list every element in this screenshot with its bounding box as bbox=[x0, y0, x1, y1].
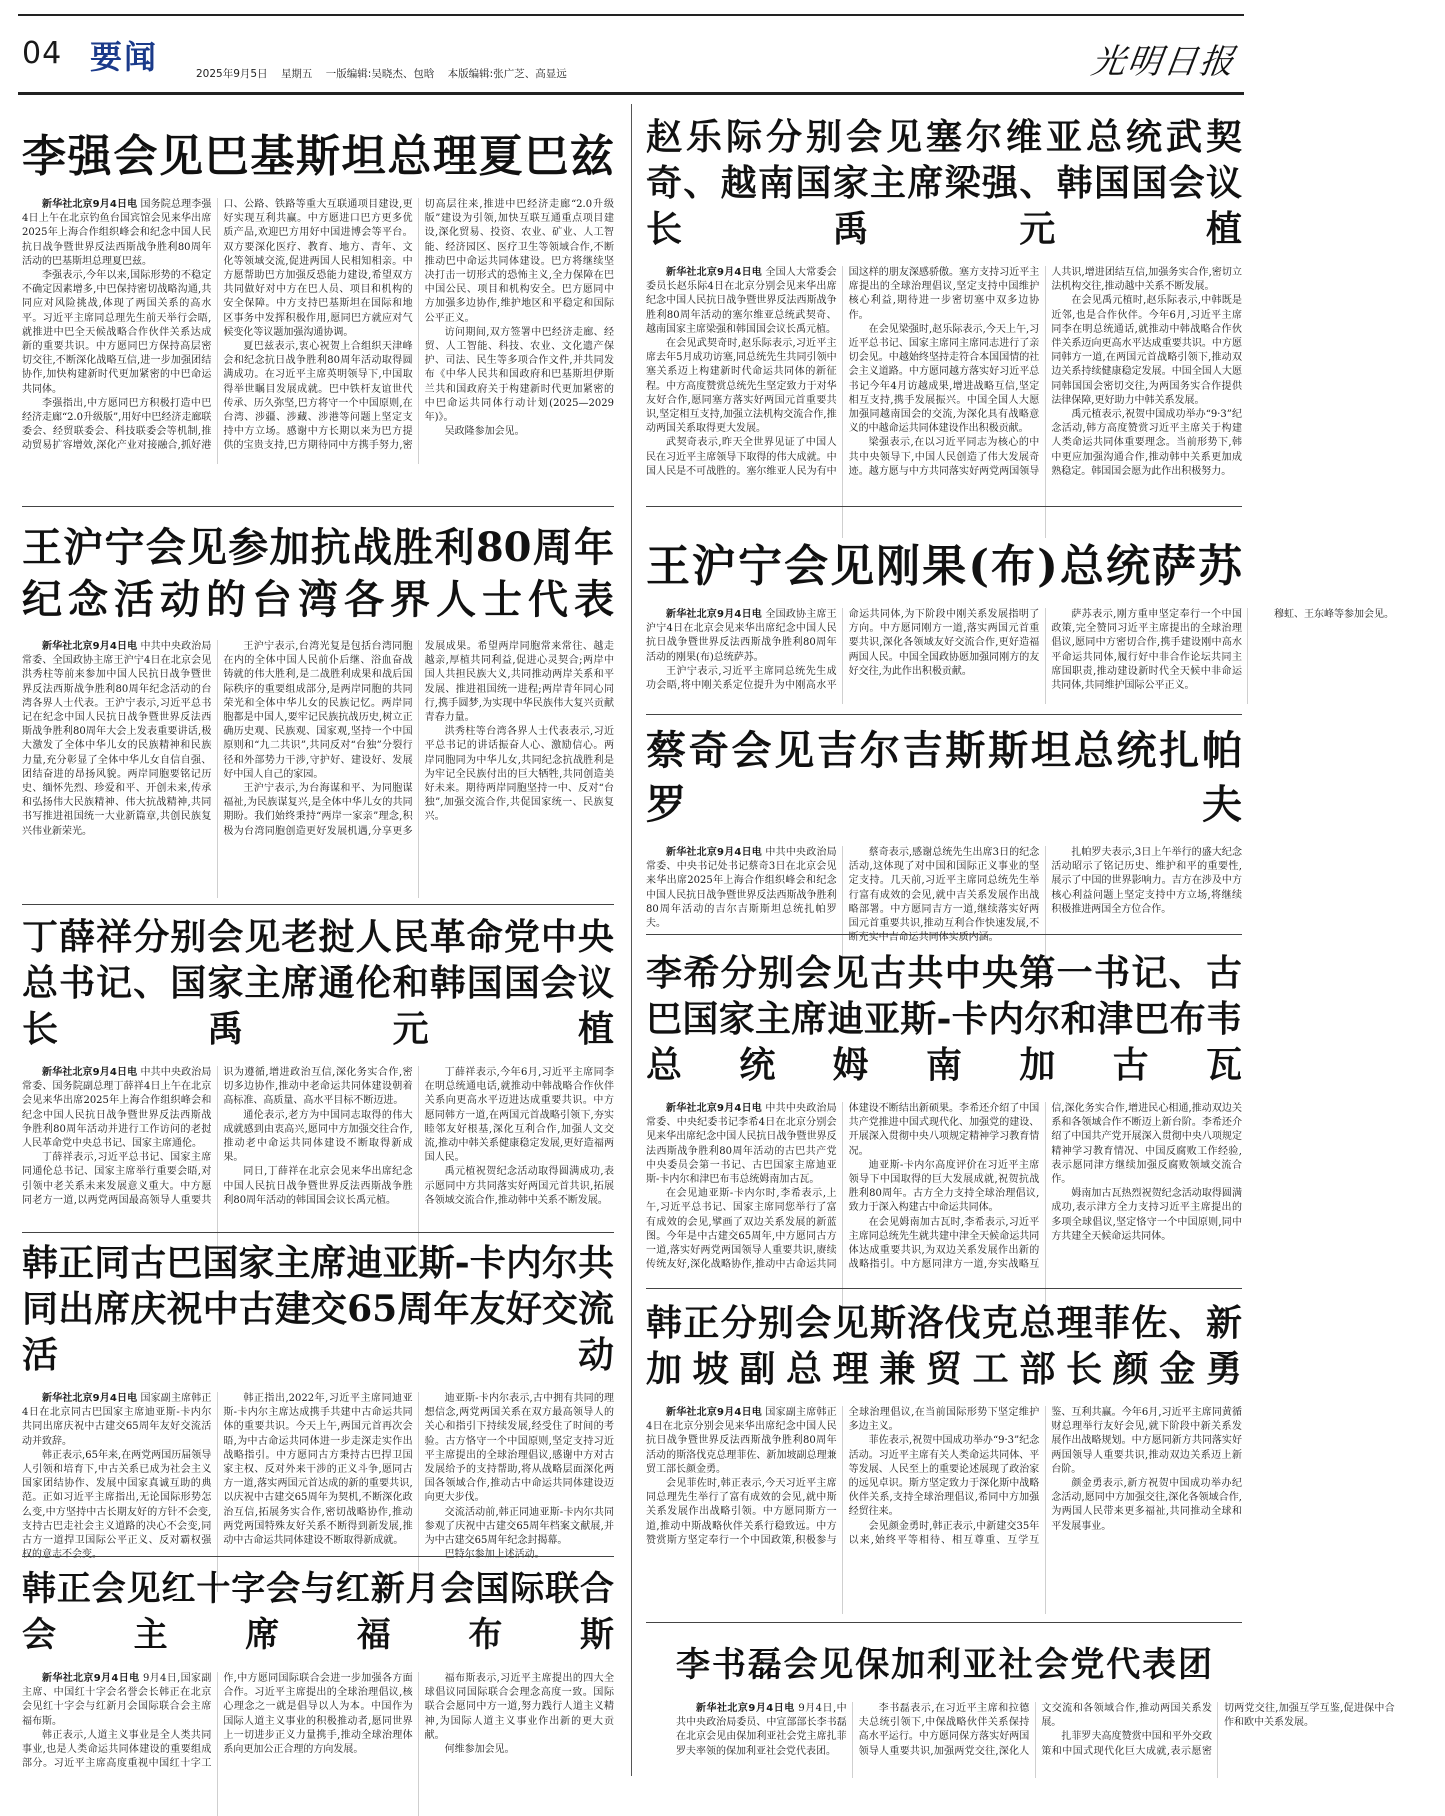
divider bbox=[646, 1622, 1242, 1623]
article-body bbox=[22, 640, 614, 898]
paragraph: 洪秀柱等台湾各界人士代表表示,习近平总书记的讲话振奋人心、激励信心。两岸同胞同为中华儿女,共同纪念抗战胜利是为牢记全民族付出的巨大牺牲,共同创造美好未来。期待两岸同胞坚持一中、反对“台独”,加强交流合作,共促国家统一、民族复兴。 bbox=[424, 726, 614, 823]
paragraph: 全国人大常委会委员长赵乐际4日在北京分别会见来华出席纪念中国人民抗日战争暨世界反法西斯战争胜利80周年活动的塞尔维亚总统武契奇、越南国家主席梁强和韩国国会议长禹元植。 bbox=[646, 267, 837, 335]
paragraph: 会见菲佐时,韩正表示,今天习近平主席同总理先生举行了富有成效的会见,就中斯关系发展作出战略引领。中方愿同斯方一道,推动中斯战略伙伴关系行稳致远。中方赞赏斯方坚定奉行一个中国政策,积极参与全球治理倡议,在当前国际形势下坚定维护多边主义。 bbox=[646, 1407, 1040, 1546]
paragraph: 萨苏表示,刚方重申坚定奉行一个中国政策,完全赞同习近平主席提出的全球治理倡议,愿同中方密切合作,携手建设刚中高水平命运共同体,履行好中非合作论坛共同主席国职责,推动建设新时代全天候中非命运共同体,共同维护国际公平正义。 bbox=[1051, 609, 1242, 692]
paragraph: 中共中央政治局常委、全国政协主席王沪宁4日在北京会见洪秀柱等前来参加中国人民抗日战争暨世界反法西斯战争胜利80周年纪念活动的台湾各界人士代表。王沪宁表示,习近平总书记在纪念中国人民抗日战争暨世界反法西斯战争胜利80周年大会上发表重要讲话,极大激发了全体中华儿女的民族精神和民族力量,充分彰显了全体中华儿女自信自强、团结奋进的昂扬风貌。两岸同胞要铭记历史、缅怀先烈、珍爱和平、开创未来,传承和弘扬伟大民族精神、伟大抗战精神,共同书写推进祖国统一大业新篇章,共创民族复兴伟业新荣光。 bbox=[22, 641, 212, 837]
paragraph: 在会见迪亚斯-卡内尔时,李希表示,上午,习近平总书记、国家主席同您举行了富有成效的会见,擘画了双边关系发展的新蓝图。今年是中古建交65周年,中方愿同古方一道,落实好两党两国领导人重要共识,赓续传统友好,深化战略协作,推动中古命运共同体建设不断结出新硕果。李希还介绍了中国共产党推进中国式现代化、加强党的建设、开展深入贯彻中央八项规定精神学习教育情况。 bbox=[646, 1103, 1040, 1271]
paragraph: 禹元植祝贺纪念活动取得圆满成功,表示愿同中方共同落实好两国元首共识,拓展各领域交流合作,推动韩中关系不断发展。 bbox=[424, 1166, 614, 1206]
paragraph: 韩正表示,65年来,在两党两国历届领导人引领和培育下,中古关系已成为社会主义国家团结协作、发展中国家真诚互助的典范。正如习近平主席指出,无论国际形势怎么变,中方坚持中古长期友好的方针不会变,支持古巴走社会主义道路的决心不会变,同古方一道捍卫国际公平正义、反对霸权强权的意志不会变。 bbox=[22, 1449, 212, 1561]
paragraph: 会见颜金勇时,韩正表示,中新建交35年以来,始终平等相待、相互尊重、互学互鉴、互利共赢。今年6月,习近平主席同黄循财总理举行友好会见,就下阶段中新关系发展作出战略规划。中方愿同新方共同落实好两国领导人重要共识,推动双边关系迈上新台阶。 bbox=[848, 1407, 1242, 1546]
paragraph: 福布斯表示,习近平主席提出的四大全球倡议同国际联合会理念高度一致。国际联合会愿同中方一道,努力践行人道主义精神,为国际人道主义事业作出新的更大贡献。 bbox=[424, 1673, 614, 1741]
dateline: 新华社北京9月4日电 bbox=[42, 1673, 140, 1684]
paragraph: 访问期间,双方签署中巴经济走廊、经贸、人工智能、科技、农业、文化遗产保护、司法、民生等多项合作文件,并共同发布《中华人民共和国政府和巴基斯坦伊斯兰共和国政府关于构建新时代更加紧密的中巴命运共同体行动计划(2025—2029年)》。 bbox=[424, 326, 614, 424]
article-cai-qi bbox=[646, 724, 1242, 944]
paragraph: 李强表示,今年以来,国际形势的不稳定不确定因素增多,中巴保持密切战略沟通,共同应对风险挑战,体现了两国关系的高水平。习近平主席同总理先生前天举行会晤,就推进中巴全天候战略合作伙伴关系达成新的重要共识。中方愿同巴方保持高层密切交往,不断深化战略互信,进一步加强团结协作,加快构建新时代更加紧密的中巴命运共同体。 bbox=[22, 270, 212, 395]
paragraph: 迪亚斯-卡内尔表示,古中拥有共同的理想信念,两党两国关系在双方最高领导人的关心和指引下持续发展,经受住了时间的考验。古方恪守一个中国原则,坚定支持习近平主席提出的全球治理倡议,感谢中方对古发展给予的支持帮助,将从战略层面深化两国各领域合作,推动古中命运共同体建设迈向更大步伐。 bbox=[424, 1393, 614, 1504]
paragraph: 王沪宁表示,为台海谋和平、为同胞谋福祉,为民族谋复兴,是全体中华儿女的共同期盼。我们始终秉持“两岸一家亲”理念,积极为台湾同胞创造更好发展机遇,分享更多发展成果。希望两岸同胞常来常往、越走越亲,厚植共同利益,促进心灵契合;两岸中国人共担民族大义,共同推动两岸关系和平发展、推进祖国统一进程;两岸青年同心同行,携手圆梦,为实现中华民族伟大复兴贡献青春力量。 bbox=[223, 641, 614, 837]
dateline: 新华社北京9月4日电 bbox=[666, 1407, 763, 1418]
article-headline: 李强会见巴基斯坦总理夏巴兹 bbox=[22, 131, 614, 182]
paragraph: 何维参加会见。 bbox=[444, 1744, 515, 1756]
paragraph: 王沪宁表示,台湾光复是包括台湾同胞在内的全体中国人民前仆后继、浴血奋战铸就的伟大胜利,是二战胜利成果和战后国际秩序的重要组成部分,是两岸同胞的共同荣光和全体中华儿女的民族记忆。两岸同胞都是中国人,要牢记民族抗战历史,树立正确历史观、民族观、国家观,坚持一个中国原则和“九二共识”,共同反对“台独”分裂行径和外部势力干涉,守护好、建设好、发展好中国人自己的家园。 bbox=[223, 641, 413, 780]
article-headline: 丁薛祥分别会见老挝人民革命党中央总书记、国家主席通伦和韩国国会议长禹元植 bbox=[22, 916, 614, 1050]
page-number: 04 bbox=[22, 36, 63, 71]
divider bbox=[22, 1232, 614, 1233]
paragraph: 中共中央政治局常委、中央书记处书记蔡奇3日在北京会见来华出席2025年上海合作组织峰会和纪念中国人民抗日战争暨世界反法西斯战争胜利80周年活动的吉尔吉斯斯坦总统扎帕罗夫。 bbox=[646, 847, 837, 930]
paragraph: 通伦表示,老方为中国同志取得的伟大成就感到由衷高兴,愿同中方加强交往合作,推动老中命运共同体建设不断取得新成果。 bbox=[223, 1109, 413, 1164]
article-li-qiang bbox=[22, 130, 614, 490]
article-headline: 蔡奇会见吉尔吉斯斯坦总统扎帕罗夫 bbox=[646, 727, 1242, 828]
article-body bbox=[646, 608, 1394, 704]
article-wang-huning-congo bbox=[646, 540, 1394, 708]
paragraph: 国务院总理李强4日上午在北京钓鱼台国宾馆会见来华出席2025年上海合作组织峰会和纪念中国人民抗日战争暨世界反法西斯战争胜利80周年活动的巴基斯坦总理夏巴兹。 bbox=[22, 199, 212, 267]
paragraph: 丁薛祥表示,习近平总书记、国家主席同通伦总书记、国家主席举行重要会晤,对引领中老关系未来发展意义重大。中方愿同老方一道,以两党两国最高领导人重要共识为遵循,增进政治互信,深化务实合作,密切多边协作,推动中老命运共同体建设朝着高标准、高质量、高水平目标不断迈进。 bbox=[22, 1067, 413, 1206]
dateline: 新华社北京9月4日电 bbox=[666, 1103, 763, 1114]
article-headline: 韩正会见红十字会与红新月会国际联合会主席福布斯 bbox=[22, 1569, 614, 1655]
paragraph: 吴政隆参加会见。 bbox=[444, 426, 525, 438]
paragraph: 在会见禹元植时,赵乐际表示,中韩既是近邻,也是合作伙伴。今年6月,习近平主席同李在明总统通话,就推动中韩战略合作伙伴关系迈向更高水平达成重要共识。中方愿同韩方一道,在两国元首战略引领下,推动双边关系持续健康稳定发展。中国全国人大愿同韩国国会密切交往,为两国务实合作提供法律保障,更好助力中韩关系发展。 bbox=[1051, 295, 1242, 406]
article-han-zheng-red-cross bbox=[22, 1566, 614, 1776]
top-rule bbox=[18, 14, 1244, 16]
column-divider bbox=[631, 104, 632, 1776]
paragraph: 在会见姆南加古瓦时,李希表示,习近平主席同总统先生就共建中津全天候命运共同体达成重要共识,为双边关系发展作出新的战略指引。中方愿同津方一道,夯实战略互信,深化务实合作,增进民心相通,推动双边关系和各领域合作不断迈上新台阶。李希还介绍了中国共产党开展深入贯彻中央八项规定精神学习教育情况、中国反腐败工作经验,表示愿同津方继续加强反腐败领域交流合作。 bbox=[848, 1103, 1242, 1271]
paragraph: 梁强表示,在以习近平同志为核心的中共中央领导下,中国人民创造了伟大发展奇迹。越方愿与中方共同落实好两党两国领导人共识,增进团结互信,加强务实合作,密切立法机构交往,推动越中关系不断发展。 bbox=[848, 267, 1242, 477]
paragraph: 颜金勇表示,新方祝贺中国成功举办纪念活动,愿同中方加强交往,深化各领域合作,为两国人民带来更多福祉,共同推动全球和平发展事业。 bbox=[1051, 1478, 1242, 1532]
paragraph: 在会见武契奇时,赵乐际表示,习近平主席去年5月成功访塞,同总统先生共同引领中塞关系迈上构建新时代命运共同体的新征程。中方高度赞赏总统先生坚定致力于对华友好合作,愿同塞方落实好两国元首重要共识,坚定相互支持,加强立法机构交流合作,推动两国关系取得更大发展。 bbox=[646, 338, 837, 435]
article-body bbox=[22, 1066, 614, 1268]
paragraph: 李书磊表示,在习近平主席和拉德夫总统引领下,中保战略伙伴关系保持高水平运行。中方愿同保方落实好两国领导人重要共识,加强两党交往,深化人文交流和各领域合作,推动两国关系发展。 bbox=[858, 1703, 1212, 1757]
paragraph: 王沪宁表示,习近平主席同总统先生成功会晤,将中刚关系定位提升为中刚高水平命运共同体,为下阶段中刚关系发展指明了方向。中方愿同刚方一道,落实两国元首重要共识,深化各领域友好交流合作,更好造福两国人民。中国全国政协愿加强同刚方的友好交往,为此作出积极贡献。 bbox=[646, 609, 1040, 692]
paragraph: 菲佐表示,祝贺中国成功举办“9·3”纪念活动。习近平主席有关人类命运共同体、平等发展、人民至上的重要论述展现了政治家的远见卓识。斯方坚定致力于深化斯中战略伙伴关系,支持全球治理倡议,希同中方加强经贸往来。 bbox=[848, 1435, 1040, 1518]
article-ding-xuexiang bbox=[22, 914, 614, 1226]
paragraph: 武契奇表示,昨天全世界见证了中国人民在习近平主席领导下取得的伟大成就。中国人民是不可战胜的。塞尔维亚人民为有中国这样的朋友深感骄傲。塞方支持习近平主席提出的全球治理倡议,坚定支持中国维护核心利益,期待进一步密切塞中双多边协作。 bbox=[646, 267, 1040, 477]
article-headline: 王沪宁会见刚果(布)总统萨苏 bbox=[646, 541, 1242, 592]
divider bbox=[22, 1556, 614, 1557]
dateline: 新华社北京9月4日电 bbox=[42, 1393, 138, 1404]
article-headline: 韩正同古巴国家主席迪亚斯-卡内尔共同出席庆祝中古建交65周年友好交流活动 bbox=[22, 1242, 614, 1376]
paragraph: 蔡奇表示,感谢总统先生出席3日的纪念活动,这体现了对中国和国际正义事业的坚定支持。几天前,习近平主席同总统先生举行富有成效的会见,就中吉关系发展作出战略部署。中方愿同吉方一道,继续落实好两国元首重要共识,推动互利合作快速发展,不断充实中吉命运共同体实质内涵。 bbox=[848, 847, 1040, 944]
paragraph: 扎菲罗夫高度赞赏中国和平外交政策和中国式现代化巨大成就,表示愿密切两党交往,加强互学互鉴,促进保中合作和欧中关系发展。 bbox=[1041, 1703, 1395, 1757]
article-body bbox=[22, 198, 614, 464]
paragraph: 巴特尔参加上述活动。 bbox=[444, 1549, 545, 1561]
editors-first: 一版编辑:吴晓杰、包晗 bbox=[325, 68, 435, 80]
paragraph: 夏巴兹表示,衷心祝贺上合组织天津峰会和纪念抗日战争胜利80周年活动取得圆满成功。在习近平主席英明领导下,中国取得举世瞩目发展成就。巴中铁杆友谊世代传承、历久弥坚,巴方将守一个中国原则,在台湾、涉疆、涉藏、涉港等问题上坚定支持中方立场。感谢中方长期以来为巴方提供的宝贵支持,巴方期待同中方携手努力,密切高层往来,推进中巴经济走廊“2.0升级版”建设为引领,加快互联互通重点项目建设,深化贸易、投资、农业、矿业、人工智能、经济园区、医疗卫生等领域合作,不断推动巴中命运共同体建设。巴方将继续坚决打击一切形式的恐怖主义,全力保障在巴中国公民、项目和机构安全。巴方愿同中方加强多边协作,维护地区和平稳定和国际公平正义。 bbox=[223, 199, 614, 452]
paragraph: 9月4日,中共中央政治局委员、中宣部部长李书磊在北京会见由保加利亚社会党主席扎菲罗夫率领的保加利亚社会党代表团。 bbox=[676, 1703, 847, 1757]
article-body bbox=[22, 1392, 614, 1592]
paragraph: 国家副主席韩正4日在北京同古巴国家主席迪亚斯-卡内尔共同出席庆祝中古建交65周年友好交流活动并致辞。 bbox=[22, 1393, 212, 1447]
article-headline: 王沪宁会见参加抗战胜利80周年纪念活动的台湾各界人士代表 bbox=[22, 524, 614, 623]
article-body bbox=[676, 1702, 1395, 1778]
article-headline: 李希分别会见古共中央第一书记、古巴国家主席迪亚斯-卡内尔和津巴布韦总统姆南加古瓦 bbox=[646, 952, 1242, 1086]
paragraph: 全国政协主席王沪宁4日在北京会见来华出席纪念中国人民抗日战争暨世界反法西斯战争胜利80周年活动的刚果(布)总统萨苏。 bbox=[646, 609, 837, 663]
paragraph: 在会见梁强时,赵乐际表示,今天上午,习近平总书记、国家主席同主席同志进行了亲切会见。中越始终坚持走符合本国国情的社会主义道路。中方愿同越方落实好习近平总书记今年4月访越成果,增进战略互信,坚定相互支持,携手发展振兴。中国全国人大愿加强同越南国会的交流,为深化具有战略意义的中越命运共同体建设作出积极贡献。 bbox=[848, 323, 1040, 435]
article-body bbox=[646, 1102, 1242, 1326]
divider bbox=[646, 1288, 1242, 1289]
editors-page: 本版编辑:张广芝、高显远 bbox=[447, 68, 567, 80]
divider bbox=[22, 904, 614, 905]
article-wang-huning-taiwan bbox=[22, 522, 614, 898]
paragraph: 迪亚斯-卡内尔高度评价在习近平主席领导下中国取得的巨大发展成就,祝贺抗战胜利80周年。古方全力支持全球治理倡议,致力于深入构建古中命运共同体。 bbox=[848, 1159, 1040, 1214]
article-body bbox=[22, 1672, 614, 1816]
divider bbox=[646, 934, 1242, 935]
paragraph: 中共中央政治局常委、中央纪委书记李希4日在北京分别会见来华出席纪念中国人民抗日战争暨世界反法西斯战争胜利80周年活动的古巴共产党中央委员会第一书记、古巴国家主席迪亚斯-卡内尔和津巴布韦总统姆南加古瓦。 bbox=[646, 1103, 837, 1186]
dateline: 新华社北京9月4日电 bbox=[666, 847, 763, 858]
section-title: 要闻 bbox=[90, 38, 159, 76]
dateline: 新华社北京9月4日电 bbox=[696, 1703, 795, 1714]
article-han-zheng-slovakia bbox=[646, 1300, 1242, 1616]
paragraph: 交流活动前,韩正同迪亚斯-卡内尔共同参观了庆祝中古建交65周年档案文献展,并为中古建交65周年纪念封揭幕。 bbox=[424, 1506, 614, 1547]
issue-date: 2025年9月5日 bbox=[196, 68, 268, 80]
issue-weekday: 星期五 bbox=[280, 68, 313, 80]
paragraph: 国家副主席韩正4日在北京分别会见来华出席纪念中国人民抗日战争暨世界反法西斯战争胜利80周年活动的斯洛伐克总理菲佐、新加坡副总理兼贸工部长颜金勇。 bbox=[646, 1407, 837, 1475]
article-body bbox=[646, 266, 1242, 538]
dateline: 新华社北京9月4日电 bbox=[42, 199, 138, 210]
divider bbox=[646, 714, 1242, 715]
paragraph: 李强指出,中方愿同巴方积极打造中巴经济走廊“2.0升级版”,用好中巴经济走廊联委会、经贸联委会、科技联委会等机制,推动贸易扩容增效,深化产业对接融合,抓好港口、公路、铁路等重大互联通项目建设,更好实现互利共赢。中方愿进口巴方更多优质产品,欢迎巴方用好中国进博会等平台。双方要深化医疗、教育、地方、青年、文化等领域交流,促进两国人民相知相亲。中方愿帮助巴方加强反恐能力建设,希望双方共同做好对中方在巴人员、项目和机构的安全保障。中方支持巴基斯坦在国际和地区事务中发挥积极作用,愿同巴方就应对气候变化等议题加强沟通协调。 bbox=[22, 199, 413, 452]
article-headline: 赵乐际分别会见塞尔维亚总统武契奇、越南国家主席梁强、韩国国会议长禹元植 bbox=[646, 116, 1242, 250]
paragraph: 9月4日,国家副主席、中国红十字会名誉会长韩正在北京会见红十字会与红新月会国际联合会主席福布斯。 bbox=[22, 1673, 212, 1727]
masthead-rule bbox=[18, 92, 1244, 95]
paragraph: 禹元植表示,祝贺中国成功举办“9·3”纪念活动,韩方高度赞赏习近平主席关于构建人类命运共同体重要理念。当前形势下,韩中更应加强沟通合作,推动韩中关系更加成熟稳定。韩国国会愿为此作出积极努力。 bbox=[1051, 409, 1242, 477]
article-headline: 韩正分别会见斯洛伐克总理菲佐、新加坡副总理兼贸工部长颜金勇 bbox=[646, 1302, 1242, 1390]
article-body bbox=[646, 1406, 1242, 1614]
article-headline: 李书磊会见保加利亚社会党代表团 bbox=[676, 1645, 1212, 1685]
article-han-zheng-cuba bbox=[22, 1240, 614, 1561]
dateline: 新华社北京9月4日电 bbox=[666, 609, 763, 620]
dateline: 新华社北京9月4日电 bbox=[42, 1067, 138, 1078]
divider bbox=[22, 506, 614, 507]
masthead bbox=[18, 18, 1244, 90]
paragraph: 韩正表示,人道主义事业是全人类共同事业,也是人类命运共同体建设的重要组成部分。习近平主席高度重视中国红十字工作,中方愿同国际联合会进一步加强各方面合作。习近平主席提出的全球治理倡议,核心理念之一就是倡导以人为本。中国作为国际人道主义事业的积极推动者,愿同世界上一切进步正义力量携手,推动全球治理体系向更加公正合理的方向发展。 bbox=[22, 1673, 413, 1770]
paragraph: 韩正指出,2022年,习近平主席同迪亚斯-卡内尔主席达成携手共建中古命运共同体的重要共识。今天上午,两国元首再次会晤,为中古命运共同体进一步走深走实作出战略指引。中方愿同古方秉持古巴捍卫国家主权、反对外来干涉的正义斗争,愿同古方一道,落实两国元首达成的新的重要共识,以庆祝中古建交65周年为契机,不断深化政治互信,拓展务实合作,密切战略协作,推动两党两国特殊友好关系不断得到新发展,推动中古命运共同体建设不断取得新成就。 bbox=[223, 1393, 413, 1547]
paragraph: 同日,丁薛祥在北京会见来华出席纪念中国人民抗日战争暨世界反法西斯战争胜利80周年活动的韩国国会议长禹元植。 bbox=[223, 1166, 413, 1206]
article-li-shulei bbox=[676, 1642, 1395, 1776]
paragraph: 丁薛祥表示,今年6月,习近平主席同李在明总统通电话,就推动中韩战略合作伙伴关系向更高水平迈进达成重要共识。中方愿同韩方一道,在两国元首战略引领下,夯实睦邻友好根基,深化互利合作,加强人文交流,推动中韩关系健康稳定发展,更好造福两国人民。 bbox=[424, 1067, 614, 1164]
dateline: 新华社北京9月4日电 bbox=[666, 267, 763, 278]
newspaper-logo: 光明日报 bbox=[1088, 42, 1239, 82]
article-zhao-leji bbox=[646, 114, 1242, 496]
dateline: 新华社北京9月4日电 bbox=[42, 641, 138, 652]
divider bbox=[646, 506, 1242, 507]
paragraph: 穆虹、王东峰等参加会见。 bbox=[1273, 609, 1394, 620]
paragraph: 中共中央政治局常委、国务院副总理丁薛祥4日上午在北京会见来华出席2025年上海合作组织峰会和纪念中国人民抗日战争暨世界反法西斯战争胜利80周年活动并进行工作访问的老挝人民革命党中央总书记、国家主席通伦。 bbox=[22, 1067, 212, 1150]
masthead-meta bbox=[196, 66, 577, 81]
article-li-xi bbox=[646, 950, 1242, 1280]
paragraph: 扎帕罗夫表示,3日上午举行的盛大纪念活动昭示了铭记历史、维护和平的重要性,展示了中国的世界影响力。吉方在涉及中方核心利益问题上坚定支持中方立场,将继续积极推进两国全方位合作。 bbox=[1051, 847, 1242, 915]
paragraph: 姆南加古瓦热烈祝贺纪念活动取得圆满成功,表示津方全力支持习近平主席提出的多项全球倡议,坚定恪守一个中国原则,同中方共建全天候命运共同体。 bbox=[1051, 1188, 1242, 1242]
